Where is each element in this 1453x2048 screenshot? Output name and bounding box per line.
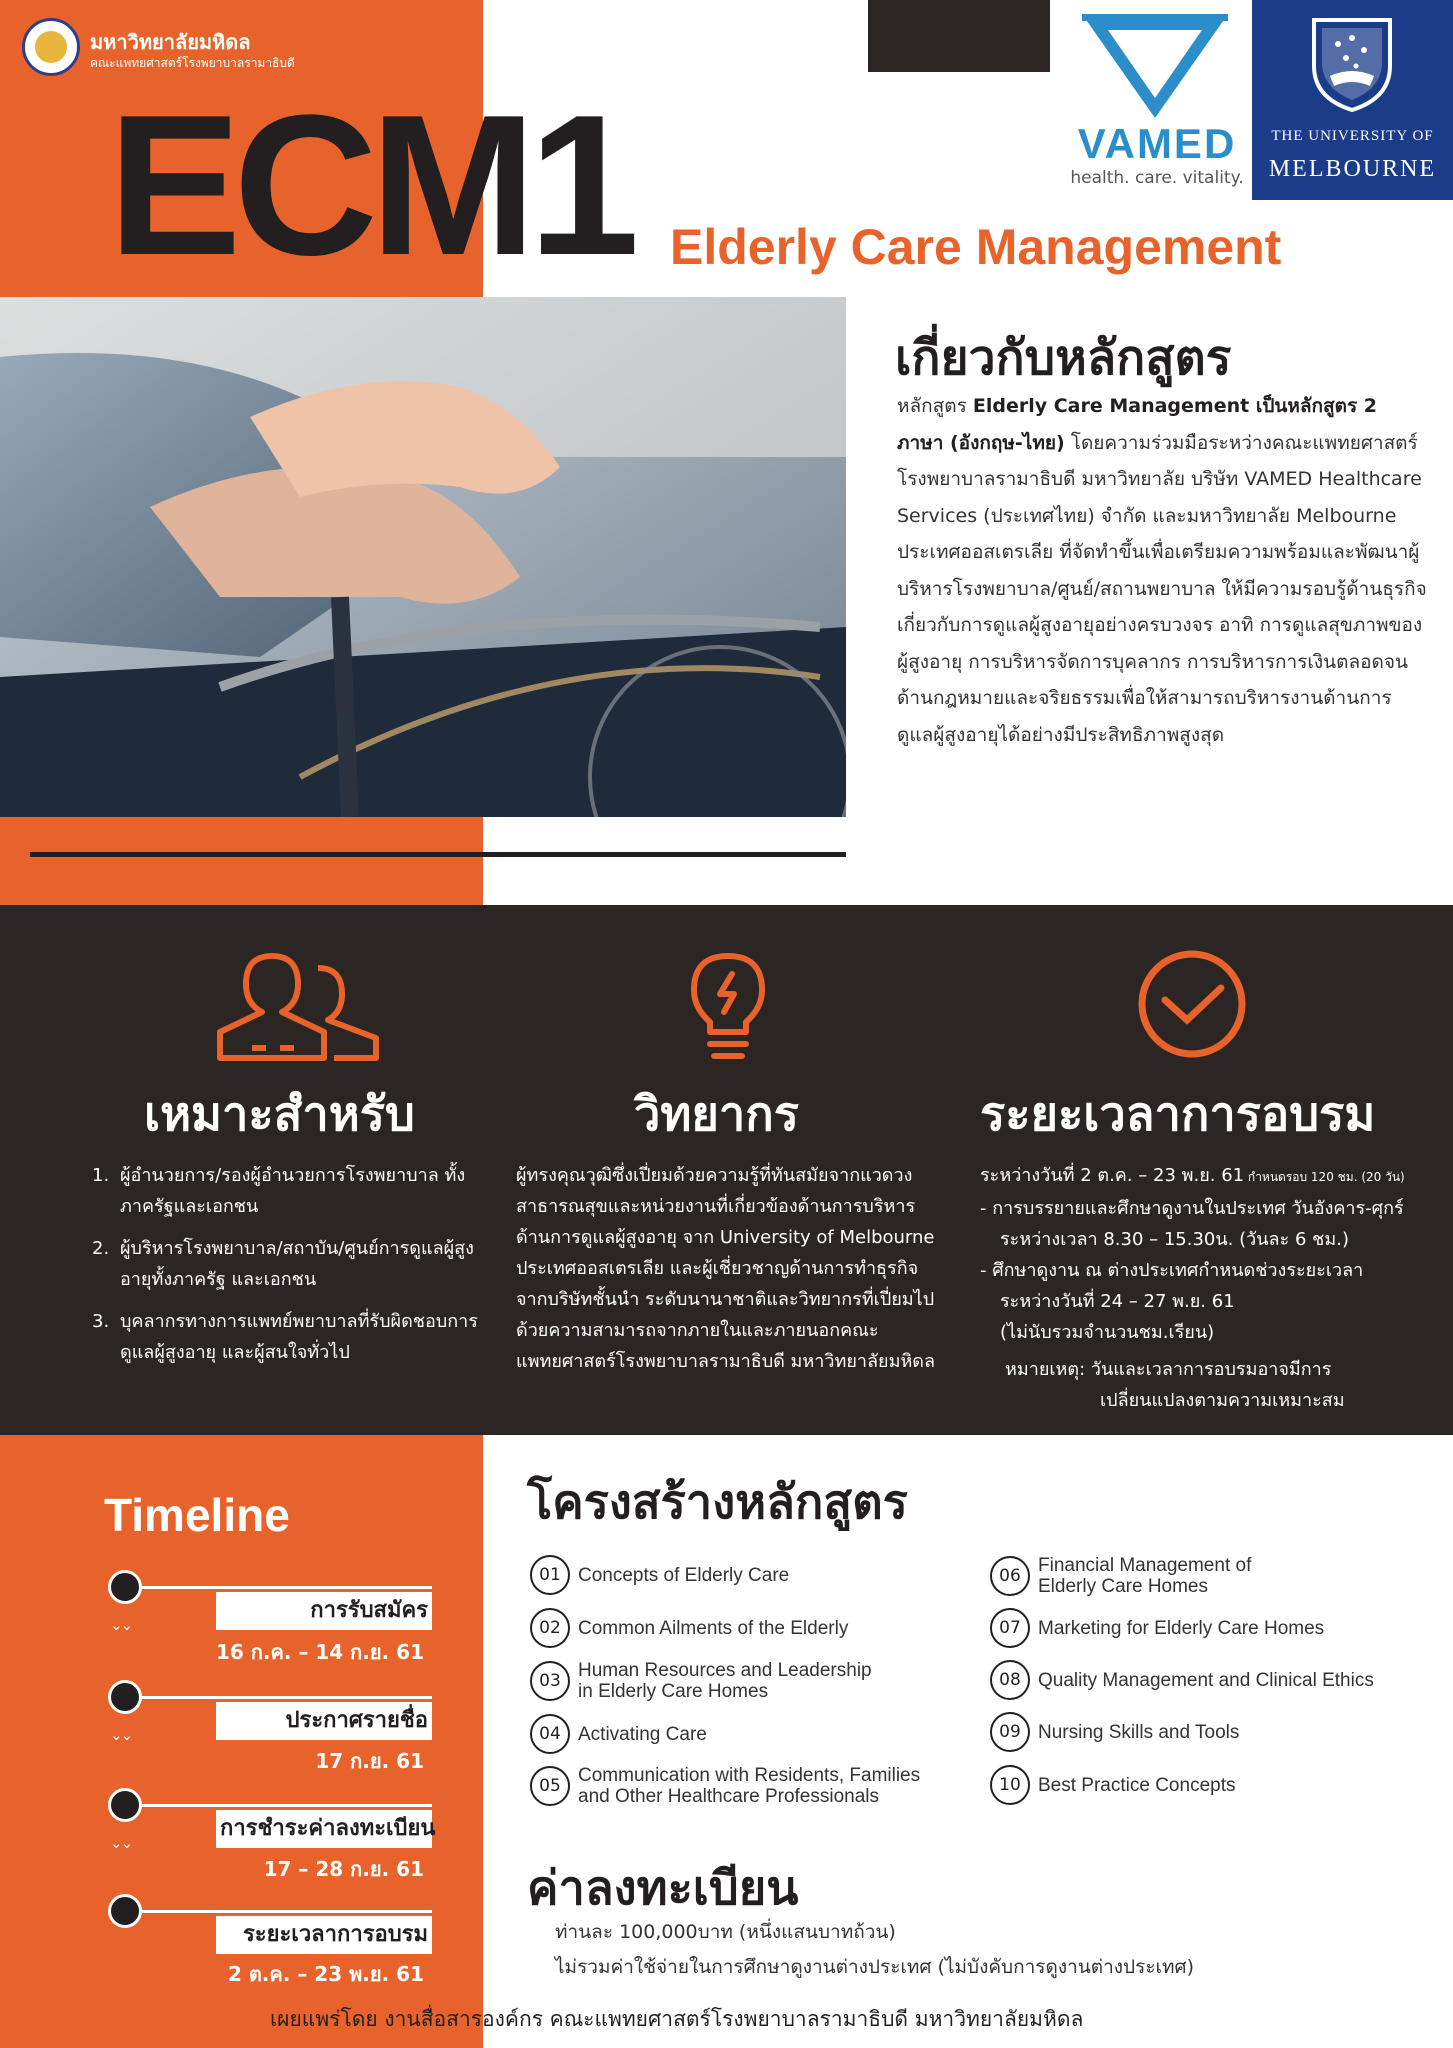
note-text: วันและเวลาการอบรมอาจมีการ <box>1090 1359 1332 1380</box>
course-code-title: ECM1 <box>108 74 632 297</box>
about-course-name: Elderly Care Management เป็นหลักสูตร 2 ภาษา (อังกฤษ-ไทย) <box>897 395 1378 454</box>
module-item <box>530 1714 707 1754</box>
module-number: 08 <box>990 1660 1030 1700</box>
chevron-down-icon: ⌄⌄ <box>110 1834 132 1852</box>
faculty-name: คณะแพทยศาสตร์โรงพยาบาลรามาธิบดี <box>90 56 295 70</box>
list-item <box>92 1160 492 1222</box>
suitable-for-heading: เหมาะสำหรับ <box>144 1087 415 1142</box>
module-title: Concepts of Elderly Care <box>578 1564 790 1586</box>
timeline-connector <box>142 1586 432 1589</box>
about-heading: เกี่ยวกับหลักสูตร <box>895 330 1232 386</box>
duration-details <box>980 1160 1425 1348</box>
timeline-dot <box>108 1570 142 1604</box>
timeline-connector <box>142 1804 432 1807</box>
chevron-down-icon: ⌄⌄ <box>110 1726 132 1744</box>
duration-dates: ระหว่างวันที่ 2 ต.ค. – 23 พ.ย. 61 <box>980 1165 1245 1186</box>
note-text: เปลี่ยนแปลงตามความเหมาะสม <box>1100 1390 1345 1411</box>
module-item <box>530 1608 848 1648</box>
about-paragraph <box>897 388 1427 753</box>
timeline-box-tab <box>200 1810 220 1848</box>
timeline-label: การรับสมัคร <box>310 1598 428 1623</box>
decorative-black-block <box>868 0 1050 72</box>
timeline-date: 16 ก.ค. – 14 ก.ย. 61 <box>215 1640 424 1664</box>
timeline-box-tab <box>200 1702 220 1740</box>
timeline-connector <box>142 1696 432 1699</box>
list-number: 3. <box>92 1311 110 1332</box>
module-title: Communication with Residents, Families and Other Healthcare Professionals <box>578 1765 921 1807</box>
section-divider <box>30 852 846 857</box>
module-item <box>530 1555 789 1595</box>
clock-icon <box>1133 948 1251 1060</box>
module-number: 09 <box>990 1712 1030 1752</box>
course-subtitle: Elderly Care Management <box>670 219 1282 275</box>
duration-line: - ศึกษาดูงาน ณ ต่างประเทศกำหนดช่วงระยะเวลา <box>980 1260 1364 1281</box>
duration-heading: ระยะเวลาการอบรม <box>980 1087 1376 1142</box>
timeline-date: 17 – 28 ก.ย. 61 <box>263 1857 424 1881</box>
timeline-date: 2 ต.ค. – 23 พ.ย. 61 <box>227 1962 424 1986</box>
duration-line <box>980 1160 1425 1193</box>
publisher-footer: เผยแพร่โดย งานสื่อสารองค์กร คณะแพทยศาสตร์โรงพยาบาลรามาธิบดี มหาวิทยาลัยมหิดล <box>270 2007 1084 2031</box>
duration-line: - การบรรยายและศึกษาดูงานในประเทศ วันอังคาร-ศุกร์ <box>980 1198 1404 1219</box>
timeline-label: ประกาศรายชื่อ <box>285 1708 428 1733</box>
duration-note <box>1005 1354 1425 1416</box>
note-label: หมายเหตุ: <box>1005 1359 1086 1380</box>
module-title: Nursing Skills and Tools <box>1038 1721 1240 1743</box>
module-item <box>990 1555 1251 1597</box>
module-title: Financial Management of Elderly Care Homes <box>1038 1555 1252 1597</box>
timeline-dot <box>108 1788 142 1822</box>
module-item <box>530 1765 920 1807</box>
lightbulb-icon <box>688 952 768 1062</box>
fee-note: ไม่รวมค่าใช้จ่ายในการศึกษาดูงานต่างประเทศ (ไม่บังคับการดูงานต่างประเทศ) <box>555 1956 1195 1978</box>
module-item <box>530 1660 872 1702</box>
chevron-down-icon: ⌄⌄ <box>110 1616 132 1634</box>
module-number: 01 <box>530 1555 570 1595</box>
melbourne-the-university-of: THE UNIVERSITY OF <box>1271 128 1434 144</box>
melbourne-crest-icon <box>1300 14 1404 114</box>
duration-line: ระหว่างวันที่ 24 – 27 พ.ย. 61 <box>1000 1291 1235 1312</box>
duration-line: (ไม่นับรวมจำนวนชม.เรียน) <box>1000 1322 1215 1343</box>
mahidol-logo <box>22 18 80 76</box>
module-title: Quality Management and Clinical Ethics <box>1038 1669 1374 1691</box>
list-text: ผู้อำนวยการ/รองผู้อำนวยการโรงพยาบาล ทั้งภาครัฐและเอกชน <box>120 1165 466 1217</box>
timeline-dot <box>108 1894 142 1928</box>
curriculum-structure-heading: โครงสร้างหลักสูตร <box>527 1475 908 1530</box>
module-number: 07 <box>990 1608 1030 1648</box>
module-number: 04 <box>530 1714 570 1754</box>
module-title: Best Practice Concepts <box>1038 1774 1236 1796</box>
timeline-date: 17 ก.ย. 61 <box>315 1749 424 1773</box>
melbourne-wordmark: MELBOURNE <box>1268 156 1437 182</box>
registration-fee-heading: ค่าลงทะเบียน <box>527 1861 799 1916</box>
module-title: Human Resources and Leadership in Elderly Care Homes <box>578 1660 872 1702</box>
vamed-wordmark: VAMED <box>1077 120 1237 167</box>
module-item <box>990 1608 1324 1648</box>
list-number: 2. <box>92 1238 110 1259</box>
duration-line: ระหว่างเวลา 8.30 – 15.30น. (วันละ 6 ชม.) <box>1000 1229 1349 1250</box>
lecturer-heading: วิทยากร <box>634 1087 800 1142</box>
suitable-for-list <box>92 1160 492 1379</box>
timeline-connector <box>142 1910 432 1913</box>
people-icon <box>214 950 384 1062</box>
fee-amount: ท่านละ 100,000บาท (หนึ่งแสนบาทถ้วน) <box>555 1921 896 1943</box>
list-number: 1. <box>92 1165 110 1186</box>
timeline-label: ระยะเวลาการอบรม <box>242 1922 428 1947</box>
module-number: 10 <box>990 1765 1030 1805</box>
module-number: 02 <box>530 1608 570 1648</box>
module-number: 03 <box>530 1661 570 1701</box>
timeline-box-tab <box>200 1916 220 1954</box>
list-text: บุคลากรทางการแพทย์พยาบาลที่รับผิดชอบการดูแลผู้สูงอายุ และผู้สนใจทั่วไป <box>120 1311 478 1363</box>
vamed-tagline: health. care. vitality. <box>1070 168 1244 188</box>
lecturer-paragraph: ผู้ทรงคุณวุฒิซึ่งเปี่ยมด้วยความรู้ที่ทันสมัยจากแวดวงสาธารณสุขและหน่วยงานที่เกี่ยวข้องด้านการบริหารด้านการดูแลผู้สูงอายุ จาก University of Melbourne ประเทศออสเตรเลีย และผู้เชี่ยวชาญด้านการทำธุรกิจจากบริษัทชั้นนำ ระดับนานาชาติและวิทยากรที่เปี่ยมไปด้วยความสามารถจากภายในและภายนอกคณะแพทยศาสตร์โรงพยาบาลรามาธิบดี มหาวิทยาลัยมหิดล <box>516 1165 936 1372</box>
duration-hours: กำหนดรอบ 120 ชม. (20 วัน) <box>1244 1170 1405 1184</box>
elderly-hands-wheelchair-photo <box>0 297 846 817</box>
about-body-text: โดยความร่วมมือระหว่างคณะแพทยศาสตร์โรงพยาบาลรามาธิบดี มหาวิทยาลัย บริษัท VAMED Healthcare Services (ประเทศไทย) จำกัด และมหาวิทยาลัย Melbourne ประเทศออสเตรเลีย ที่จัดทำขึ้นเพื่อเตรียมความพร้อมและพัฒนาผู้บริหารโรงพยาบาล/ศูนย์/สถานพยาบาล ให้มีความรอบรู้ด้านธุรกิจเกี่ยวกับการดูแลผู้สูงอายุอย่างครบวงจร อาทิ การดูแลสุขภาพของผู้สูงอายุ การบริหารจัดการบุคลากร การบริหารการเงินตลอดจนด้านกฎหมายและจริยธรรมเพื่อให้สามารถบริหารงานด้านการดูแลผู้สูงอายุได้อย่างมีประสิทธิภาพสูงสุด <box>897 431 1427 746</box>
timeline-box-tab <box>200 1592 220 1630</box>
module-item <box>990 1660 1374 1700</box>
list-item <box>92 1306 492 1368</box>
university-name: มหาวิทยาลัยมหิดล <box>90 30 251 54</box>
module-title: Activating Care <box>578 1723 707 1745</box>
module-item <box>990 1712 1239 1752</box>
module-title: Marketing for Elderly Care Homes <box>1038 1617 1325 1639</box>
module-number: 05 <box>530 1766 570 1806</box>
module-item <box>990 1765 1235 1805</box>
timeline-label: การชำระค่าลงทะเบียน <box>220 1816 436 1841</box>
timeline-title: Timeline <box>104 1489 290 1541</box>
module-number: 06 <box>990 1556 1030 1596</box>
about-lead: หลักสูตร <box>897 395 973 417</box>
list-item <box>92 1233 492 1295</box>
module-title: Common Ailments of the Elderly <box>578 1617 849 1639</box>
timeline-dot <box>108 1680 142 1714</box>
list-text: ผู้บริหารโรงพยาบาล/สถาบัน/ศูนย์การดูแลผู้สูงอายุทั้งภาครัฐ และเอกชน <box>120 1238 474 1290</box>
